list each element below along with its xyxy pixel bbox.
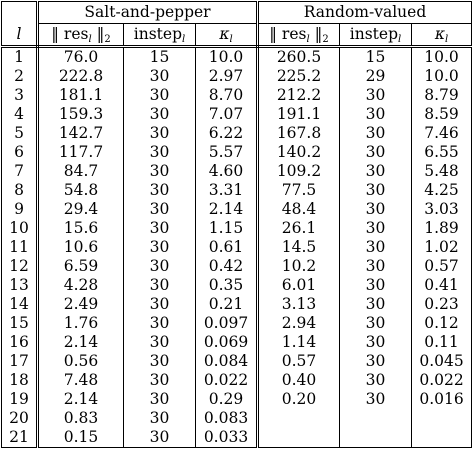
cell-rv-res: 0.57 (258, 352, 340, 371)
cell-rv-instep: 30 (340, 86, 412, 105)
cell-sp-instep: 30 (124, 409, 196, 428)
cell-l: 17 (2, 352, 38, 371)
cell-sp-res: 2.14 (38, 390, 124, 409)
table-row (2, 105, 472, 124)
cell-sp-kappa: 0.084 (196, 352, 258, 371)
table-row (2, 219, 472, 238)
cell-rv-res: 191.1 (258, 105, 340, 124)
cell-sp-res: 84.7 (38, 162, 124, 181)
cell-rv-instep: 30 (340, 390, 412, 409)
cell-sp-kappa: 0.42 (196, 257, 258, 276)
cell-rv-res: 260.5 (258, 47, 340, 68)
cell-sp-res: 6.59 (38, 257, 124, 276)
cell-rv-instep: 30 (340, 257, 412, 276)
cell-rv-res (258, 409, 340, 428)
cell-sp-kappa: 4.60 (196, 162, 258, 181)
cell-rv-instep: 15 (340, 47, 412, 68)
cell-rv-kappa (412, 409, 472, 428)
cell-rv-kappa: 0.045 (419, 352, 464, 370)
cell-rv-instep: 30 (340, 162, 412, 181)
cell-rv-res: 2.94 (258, 314, 340, 333)
cell-sp-res: 222.8 (38, 67, 124, 86)
table-row (2, 143, 472, 162)
col-header-l: l (2, 24, 38, 47)
cell-sp-kappa: 0.022 (196, 371, 258, 390)
group-header-random-valued: Random-valued (258, 2, 472, 24)
col-header-kappa-rv: $\kappa_l$ (412, 24, 472, 47)
cell-rv-instep: 30 (340, 219, 412, 238)
table-row (2, 333, 472, 352)
cell-sp-instep: 30 (124, 257, 196, 276)
table-row (2, 67, 472, 86)
cell-sp-kappa: 1.15 (196, 219, 258, 238)
cell-rv-res: 14.5 (258, 238, 340, 257)
cell-l: 12 (2, 257, 38, 276)
col-header-res-rv: ‖ res$_l$ $‖_2$ (258, 24, 340, 47)
table-row (2, 200, 472, 219)
cell-sp-instep: 30 (124, 124, 196, 143)
cell-rv-res: 3.13 (258, 295, 340, 314)
cell-sp-instep: 30 (124, 371, 196, 390)
cell-rv-instep (340, 428, 412, 448)
cell-l: 1 (2, 47, 38, 68)
cell-rv-res: 212.2 (258, 86, 340, 105)
cell-l: 7 (2, 162, 38, 181)
table-row (2, 295, 472, 314)
cell-rv-res: 0.40 (258, 371, 340, 390)
cell-l: 4 (2, 105, 38, 124)
cell-sp-instep: 30 (124, 428, 196, 448)
table-row (2, 409, 472, 428)
cell-sp-kappa: 0.069 (196, 333, 258, 352)
cell-sp-instep: 30 (124, 86, 196, 105)
table-row (2, 276, 472, 295)
cell-sp-kappa: 5.57 (196, 143, 258, 162)
cell-sp-kappa: 0.61 (196, 238, 258, 257)
table-row (2, 257, 472, 276)
cell-sp-instep: 30 (124, 238, 196, 257)
table-row (2, 390, 472, 409)
cell-sp-res: 1.76 (38, 314, 124, 333)
cell-sp-kappa: 0.35 (196, 276, 258, 295)
cell-rv-kappa: 0.23 (424, 295, 459, 313)
cell-sp-res: 181.1 (38, 86, 124, 105)
cell-rv-kappa: 8.79 (424, 86, 459, 104)
cell-sp-res: 0.83 (38, 409, 124, 428)
table-row (2, 86, 472, 105)
cell-rv-kappa: 0.41 (424, 276, 459, 294)
cell-rv-kappa: 7.46 (424, 124, 459, 142)
cell-sp-kappa: 3.31 (196, 181, 258, 200)
table-row (2, 124, 472, 143)
cell-sp-instep: 30 (124, 276, 196, 295)
table-row (2, 47, 472, 68)
cell-sp-res: 4.28 (38, 276, 124, 295)
table-row (2, 352, 472, 371)
cell-l: 18 (2, 371, 38, 390)
cell-sp-instep: 30 (124, 105, 196, 124)
cell-sp-res: 10.6 (38, 238, 124, 257)
col-header-instep-rv: instep$_l$ (340, 24, 412, 47)
cell-l: 11 (2, 238, 38, 257)
cell-rv-res: 48.4 (258, 200, 340, 219)
cell-sp-res: 142.7 (38, 124, 124, 143)
table-row (2, 181, 472, 200)
col-header-res-sp: ‖ res$_l$ $‖_2$ (38, 24, 124, 47)
cell-sp-kappa: 0.033 (196, 428, 258, 448)
cell-rv-instep: 30 (340, 295, 412, 314)
cell-l: 9 (2, 200, 38, 219)
cell-rv-kappa: 0.016 (419, 390, 464, 408)
cell-l: 20 (2, 409, 38, 428)
cell-rv-kappa: 10.0 (424, 48, 459, 66)
cell-rv-kappa: 5.48 (424, 162, 459, 180)
cell-rv-instep: 30 (340, 371, 412, 390)
cell-rv-instep: 30 (340, 200, 412, 219)
cell-l: 2 (2, 67, 38, 86)
cell-rv-instep (340, 409, 412, 428)
col-header-instep-sp: instep$_l$ (124, 24, 196, 47)
cell-sp-kappa: 2.14 (196, 200, 258, 219)
cell-rv-kappa: 0.11 (424, 333, 459, 351)
cell-l: 6 (2, 143, 38, 162)
group-header-row (2, 2, 472, 24)
cell-sp-kappa: 8.70 (196, 86, 258, 105)
cell-l: 19 (2, 390, 38, 409)
cell-rv-res (258, 428, 340, 448)
table-row (2, 238, 472, 257)
cell-rv-kappa: 4.25 (424, 181, 459, 199)
cell-sp-instep: 30 (124, 162, 196, 181)
cell-sp-instep: 30 (124, 314, 196, 333)
cell-l: 21 (2, 428, 38, 448)
cell-rv-res: 140.2 (258, 143, 340, 162)
cell-rv-res: 6.01 (258, 276, 340, 295)
cell-rv-res: 26.1 (258, 219, 340, 238)
cell-sp-kappa: 7.07 (196, 105, 258, 124)
cell-rv-instep: 30 (340, 238, 412, 257)
col-header-kappa-sp: $\kappa_l$ (196, 24, 258, 47)
cell-rv-kappa: 10.0 (424, 67, 459, 85)
cell-rv-instep: 30 (340, 352, 412, 371)
cell-rv-res: 109.2 (258, 162, 340, 181)
cell-sp-instep: 30 (124, 333, 196, 352)
cell-sp-res: 117.7 (38, 143, 124, 162)
cell-rv-kappa: 1.89 (424, 219, 459, 237)
cell-rv-kappa (412, 428, 472, 448)
cell-sp-kappa: 0.097 (196, 314, 258, 333)
cell-rv-kappa: 6.55 (424, 143, 459, 161)
cell-sp-res: 0.56 (38, 352, 124, 371)
cell-rv-instep: 30 (340, 181, 412, 200)
cell-l: 16 (2, 333, 38, 352)
cell-rv-kappa: 0.57 (424, 257, 459, 275)
cell-sp-instep: 30 (124, 390, 196, 409)
cell-sp-res: 2.14 (38, 333, 124, 352)
cell-rv-instep: 30 (340, 314, 412, 333)
cell-rv-res: 0.20 (258, 390, 340, 409)
cell-l: 10 (2, 219, 38, 238)
cell-rv-instep: 30 (340, 105, 412, 124)
cell-sp-instep: 30 (124, 143, 196, 162)
results-table (1, 1, 472, 448)
cell-sp-kappa: 0.21 (196, 295, 258, 314)
column-header-row (2, 24, 472, 47)
cell-sp-kappa: 6.22 (196, 124, 258, 143)
cell-sp-instep: 15 (124, 47, 196, 68)
table-row (2, 314, 472, 333)
table-row (2, 371, 472, 390)
cell-l: 15 (2, 314, 38, 333)
cell-sp-instep: 30 (124, 295, 196, 314)
cell-l: 5 (2, 124, 38, 143)
cell-sp-instep: 30 (124, 200, 196, 219)
cell-rv-res: 77.5 (258, 181, 340, 200)
cell-sp-res: 54.8 (38, 181, 124, 200)
cell-sp-instep: 30 (124, 181, 196, 200)
cell-sp-res: 7.48 (38, 371, 124, 390)
cell-sp-instep: 30 (124, 219, 196, 238)
cell-rv-res: 225.2 (258, 67, 340, 86)
cell-sp-res: 0.15 (38, 428, 124, 448)
cell-sp-instep: 30 (124, 352, 196, 371)
cell-rv-kappa: 3.03 (424, 200, 459, 218)
cell-rv-instep: 30 (340, 124, 412, 143)
cell-sp-kappa: 0.083 (196, 409, 258, 428)
cell-rv-instep: 30 (340, 143, 412, 162)
table-body (2, 47, 472, 448)
group-header-salt-and-pepper: Salt-and-pepper (38, 2, 258, 24)
cell-rv-res: 10.2 (258, 257, 340, 276)
cell-rv-instep: 29 (340, 67, 412, 86)
cell-rv-kappa: 1.02 (424, 238, 459, 256)
cell-rv-kappa: 0.12 (424, 314, 459, 332)
cell-rv-instep: 30 (340, 276, 412, 295)
corner-cell (2, 2, 38, 24)
cell-l: 14 (2, 295, 38, 314)
cell-sp-res: 2.49 (38, 295, 124, 314)
cell-sp-kappa: 0.29 (196, 390, 258, 409)
cell-rv-instep: 30 (340, 333, 412, 352)
cell-sp-res: 159.3 (38, 105, 124, 124)
cell-rv-kappa: 0.022 (419, 371, 464, 389)
table-row (2, 428, 472, 448)
cell-sp-instep: 30 (124, 67, 196, 86)
cell-sp-kappa: 2.97 (196, 67, 258, 86)
cell-rv-kappa: 8.59 (424, 105, 459, 123)
cell-rv-res: 1.14 (258, 333, 340, 352)
cell-l: 3 (2, 86, 38, 105)
cell-sp-res: 76.0 (38, 47, 124, 68)
cell-sp-res: 29.4 (38, 200, 124, 219)
cell-l: 8 (2, 181, 38, 200)
results-table-container (1, 1, 471, 448)
cell-sp-kappa: 10.0 (196, 47, 258, 68)
cell-l: 13 (2, 276, 38, 295)
cell-rv-res: 167.8 (258, 124, 340, 143)
table-row (2, 162, 472, 181)
cell-sp-res: 15.6 (38, 219, 124, 238)
